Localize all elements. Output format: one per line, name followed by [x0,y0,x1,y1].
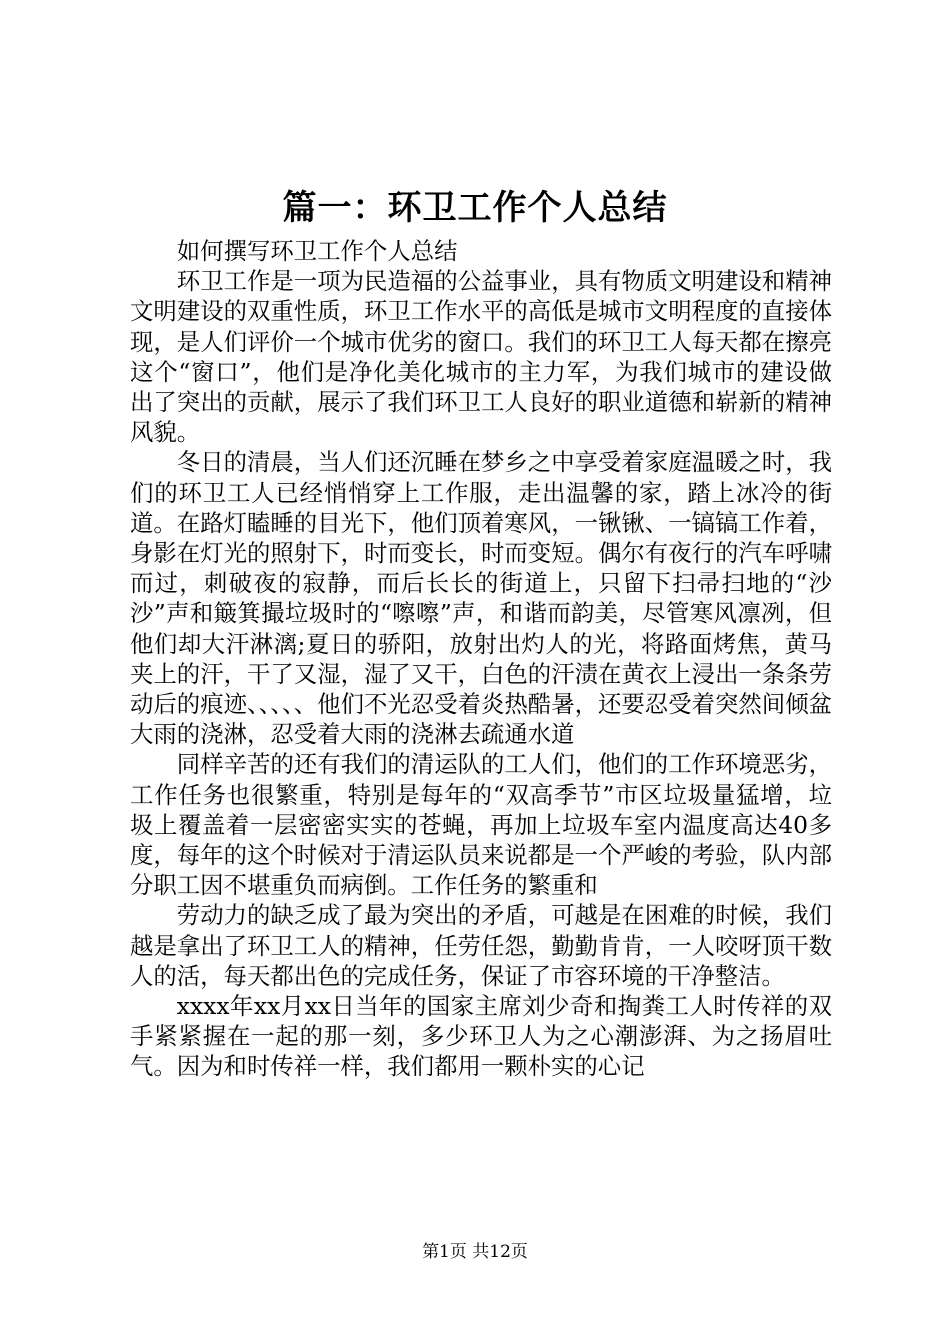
paragraph-subtitle: 如何撰写环卫工作个人总结 [176,237,458,265]
paragraph-2: 冬日的清晨，当人们还沉睡在梦乡之中享受着家庭温暖之时，我们的环卫工人已经悄悄穿上工作服，走出温馨的家，踏上冰冷的街道。在路灯瞌睡的目光下，他们顶着寒风，一锹锹、一镐镐工作着，身影在灯光的照射下，时而变长，时而变短。偶尔有夜行的汽车呼啸而过，刺破夜的寂静，而后长长的街道上，只留下扫帚扫地的“沙沙”声和簸箕撮垃圾时的“嚓嚓”声，和谐而韵美，尽管寒风凛冽，但他们却大汗淋漓;夏日的骄阳，放射出灼人的光，将路面烤焦，黄马夹上的汗，干了又湿，湿了又干，白色的汗渍在黄衣上浸出一条条劳动后的痕迹、、、、、他们不光忍受着炎热酷暑，还要忍受着突然间倾盆大雨的浇淋，忍受着大雨的浇淋去疏通水道 [130,448,832,749]
paragraph-3: 同样辛苦的还有我们的清运队的工人们，他们的工作环境恶劣，工作任务也很繁重，特别是每年的“双高季节”市区垃圾量猛增，垃圾上覆盖着一层密密实实的苍蝇，再加上垃圾车室内温度高达40多度，每年的这个时候对于清运队员来说都是一个严峻的考验，队内部分职工因不堪重负而病倒。工作任务的繁重和 [130,750,832,900]
page-title: 篇一：环卫工作个人总结 [282,188,668,228]
document-body [130,236,832,1082]
paragraph-5: xxxx年xx月xx日当年的国家主席刘少奇和掏粪工人时传祥的双手紧紧握在一起的那一刻，多少环卫人为之心潮澎湃、为之扬眉吐气。因为和时传祥一样，我们都用一颗朴实的心记 [130,992,832,1081]
paragraph-1: 环卫工作是一项为民造福的公益事业，具有物质文明建设和精神文明建设的双重性质，环卫工作水平的高低是城市文明程度的直接体现，是人们评价一个城市优劣的窗口。我们的环卫工人每天都在擦亮这个“窗口”，他们是净化美化城市的主力军，为我们城市的建设做出了突出的贡献，展示了我们环卫工人良好的职业道德和崭新的精神风貌。 [130,267,832,447]
page-number-footer: 第1页 共12页 [422,1242,528,1262]
paragraph-4: 劳动力的缺乏成了最为突出的矛盾，可越是在困难的时候，我们越是拿出了环卫工人的精神，任劳任怨，勤勤肯肯，一人咬呀顶干数人的活，每天都出色的完成任务，保证了市容环境的干净整洁。 [130,901,832,990]
